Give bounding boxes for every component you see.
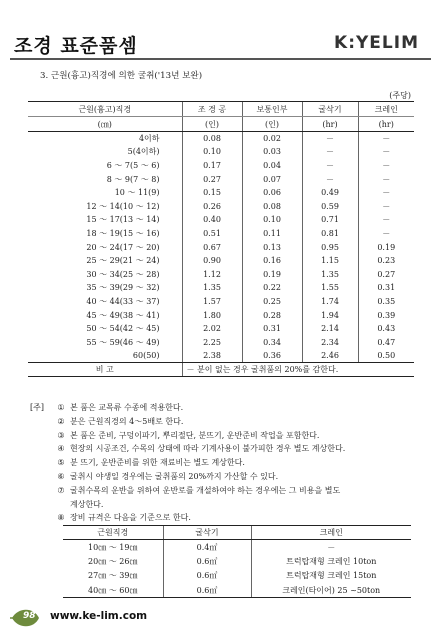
unit-label: (주당) — [389, 91, 411, 100]
note-marker: ③ — [57, 430, 65, 440]
table-cell: 55 ～ 59(46 ～ 49) — [86, 337, 160, 347]
table-cell: 12 ～ 14(10 ～ 12) — [86, 201, 160, 211]
page-header — [0, 0, 441, 56]
table-cell: 8 ～ 9(7 ～ 8) — [106, 174, 160, 184]
table-cell: 45 ～ 49(38 ～ 41) — [86, 310, 160, 320]
eq-header-crane: 크레인 — [251, 526, 411, 540]
remark-text: － 분이 없는 경우 굴취품의 20%를 감한다. — [182, 363, 414, 377]
table-cell: 0.90 — [182, 254, 242, 268]
table-cell: 5(4이하) — [127, 147, 160, 157]
col-unit-landscaper: (인) — [182, 117, 242, 132]
note-text: 굴취시 야생일 경우에는 굴취품의 20%까지 가산할 수 있다. — [70, 471, 279, 481]
col-unit-diameter: (㎝) — [28, 117, 182, 132]
table-cell: 1.94 — [302, 308, 358, 322]
table-cell: 0.31 — [242, 322, 302, 336]
table-cell: 1.57 — [182, 295, 242, 309]
table-row — [28, 172, 414, 186]
note-text: 장비 규격은 다음을 기준으로 한다. — [70, 513, 191, 523]
header-rule — [10, 58, 431, 60]
equipment-cell: － — [251, 540, 411, 555]
note-label — [30, 429, 52, 443]
table-cell: 0.28 — [242, 308, 302, 322]
note-label — [30, 511, 52, 525]
table-cell: － — [358, 132, 414, 146]
table-row — [28, 132, 414, 146]
table-cell: 40 ～ 44(33 ～ 37) — [86, 296, 160, 306]
table-cell: 0.23 — [358, 254, 414, 268]
table-header-row — [28, 102, 414, 117]
table-cell: 0.27 — [358, 267, 414, 281]
note-label — [30, 484, 52, 498]
table-cell: 0.35 — [358, 295, 414, 309]
table-cell: 0.25 — [242, 295, 302, 309]
equipment-header-row — [63, 526, 411, 540]
table-cell: － — [358, 145, 414, 159]
eq-header-diameter: 근원직경 — [63, 526, 163, 540]
table-cell: － — [358, 199, 414, 213]
note-marker: ① — [57, 403, 65, 412]
table-cell: 0.81 — [302, 227, 358, 241]
table-cell: 0.95 — [302, 240, 358, 254]
table-cell: － — [302, 159, 358, 173]
equipment-cell: 0.4㎥ — [163, 540, 251, 555]
table-cell: 0.11 — [242, 227, 302, 241]
table-cell: 0.43 — [358, 322, 414, 336]
table-cell: 2.14 — [302, 322, 358, 336]
table-row — [28, 295, 414, 309]
table-cell: 50 ～ 54(42 ～ 45) — [86, 324, 160, 334]
table-cell: 60(50) — [28, 349, 182, 363]
table-row — [28, 159, 414, 173]
note-text: 굴취수목의 운반을 위하여 운반로를 개설하여야 하는 경우에는 그 비용을 별도 — [70, 485, 341, 495]
table-cell: 0.36 — [242, 349, 302, 363]
note-item — [30, 484, 420, 498]
col-header-crane: 크레인 — [358, 102, 414, 117]
remark-label: 비 고 — [28, 363, 182, 377]
table-cell: 0.15 — [182, 186, 242, 200]
note-label — [30, 415, 52, 429]
note-label — [30, 470, 52, 484]
table-cell: 0.39 — [358, 308, 414, 322]
publisher-logo: K:YELIM — [334, 33, 419, 53]
table-cell: 1.80 — [182, 308, 242, 322]
table-row — [28, 213, 414, 227]
equipment-cell: 크레인(타이어) 25 ~50ton — [251, 583, 411, 598]
table-cell: － — [358, 172, 414, 186]
section-title: 3. 근원(흉고)직경에 의한 굴취('13년 보완) — [40, 71, 203, 81]
table-cell: 0.40 — [182, 213, 242, 227]
table-cell: 0.08 — [182, 132, 242, 146]
table-cell: 0.19 — [242, 267, 302, 281]
note-marker: ④ — [57, 444, 65, 454]
col-unit-crane: (hr) — [358, 117, 414, 132]
note-item — [30, 442, 420, 456]
table-cell: 1.55 — [302, 281, 358, 295]
col-header-diameter: 근원(흉고)직경 — [28, 102, 182, 117]
table-cell: 0.34 — [242, 335, 302, 349]
remark-row — [28, 363, 414, 377]
table-cell: 2.34 — [302, 335, 358, 349]
table-row — [28, 145, 414, 159]
table-cell: － — [358, 213, 414, 227]
note-marker: ⑥ — [57, 471, 65, 481]
table-row — [28, 186, 414, 200]
equipment-row — [63, 540, 411, 555]
col-header-excavator: 굴삭기 — [302, 102, 358, 117]
table-cell: 0.03 — [242, 145, 302, 159]
table-cell: 0.06 — [242, 186, 302, 200]
table-cell: － — [358, 186, 414, 200]
table-cell: － — [302, 145, 358, 159]
note-item — [30, 415, 420, 429]
table-cell: 0.02 — [242, 132, 302, 146]
book-title: 조경 표준품셈 — [14, 35, 138, 57]
table-cell: 10 ～ 11(9) — [114, 188, 160, 198]
note-item — [30, 456, 420, 470]
table-cell: 0.16 — [242, 254, 302, 268]
table-row — [28, 227, 414, 241]
note-item — [30, 429, 420, 443]
col-header-laborer: 보통인부 — [242, 102, 302, 117]
table-cell: 1.35 — [182, 281, 242, 295]
table-cell: 0.13 — [242, 240, 302, 254]
table-cell: 0.51 — [182, 227, 242, 241]
table-row — [28, 199, 414, 213]
note-text: 현장의 시공조건, 수목의 상태에 따라 기계사용이 불가피한 경우 별도 계상한다. — [70, 444, 346, 454]
table-cell: 35 ～ 39(29 ～ 32) — [86, 283, 160, 293]
table-cell: 0.04 — [242, 159, 302, 173]
table-cell: 0.10 — [182, 145, 242, 159]
table-cell: 0.47 — [358, 335, 414, 349]
note-label — [30, 456, 52, 470]
equipment-cell: 10㎝ ～ 19㎝ — [88, 542, 138, 552]
table-cell: － — [358, 159, 414, 173]
table-cell: 2.02 — [182, 322, 242, 336]
note-text: 분 뜨기, 운반준비를 위한 재료비는 별도 계상한다. — [70, 458, 245, 468]
table-cell: 1.35 — [302, 267, 358, 281]
table-cell: 25 ～ 29(21 ～ 24) — [86, 256, 160, 266]
col-header-landscaper: 조 경 공 — [182, 102, 242, 117]
equipment-cell: 20㎝ ～ 26㎝ — [88, 556, 138, 566]
table-cell: 0.49 — [302, 186, 358, 200]
table-row — [28, 240, 414, 254]
table-cell: 0.27 — [182, 172, 242, 186]
table-cell: 0.22 — [242, 281, 302, 295]
table-cell: 0.26 — [182, 199, 242, 213]
table-row — [28, 335, 414, 349]
table-cell: 18 ～ 19(15 ～ 16) — [86, 228, 160, 238]
note-text: 분은 근원직경의 4～5배로 한다. — [70, 416, 184, 426]
table-cell: 0.08 — [242, 199, 302, 213]
note-text: 본 품은 교목류 수종에 적용한다. — [70, 403, 184, 412]
equipment-cell: 40㎝ ～ 60㎝ — [63, 583, 163, 598]
col-unit-laborer: (인) — [242, 117, 302, 132]
note-item — [30, 511, 420, 525]
table-cell: 1.15 — [302, 254, 358, 268]
note-item — [30, 401, 420, 415]
table-cell: 0.71 — [302, 213, 358, 227]
equipment-cell: 0.6㎥ — [163, 569, 251, 584]
equipment-cell: 0.6㎥ — [163, 554, 251, 569]
table-row — [28, 322, 414, 336]
note-label — [30, 442, 52, 456]
eq-header-excavator: 굴삭기 — [163, 526, 251, 540]
table-cell: 0.10 — [242, 213, 302, 227]
table-cell: 0.17 — [182, 159, 242, 173]
notes-block — [30, 401, 420, 525]
table-cell: 1.12 — [182, 267, 242, 281]
equipment-cell: 트럭탑재형 크레인 10ton — [251, 554, 411, 569]
table-cell: 20 ～ 24(17 ～ 20) — [86, 242, 160, 252]
table-cell: 0.31 — [358, 281, 414, 295]
table-cell: 2.25 — [182, 335, 242, 349]
note-marker: ⑦ — [57, 485, 65, 495]
table-cell: 30 ～ 34(25 ～ 28) — [86, 269, 160, 279]
col-unit-excavator: (hr) — [302, 117, 358, 132]
table-cell: － — [358, 227, 414, 241]
table-cell: 4이하 — [138, 134, 160, 144]
equipment-spec-table — [63, 525, 411, 598]
equipment-row — [63, 554, 411, 569]
equipment-row — [63, 583, 411, 598]
note-marker: ⑤ — [57, 458, 65, 468]
table-cell: 0.50 — [358, 349, 414, 363]
table-row — [28, 349, 414, 363]
note-text: 본 품은 준비, 구덩이파기, 뿌리절단, 분뜨기, 운반준비 작업을 포함한다. — [70, 430, 320, 440]
table-cell: 15 ～ 17(13 ～ 14) — [86, 215, 160, 225]
page-footer — [0, 602, 441, 640]
note-text: 계상한다. — [70, 499, 104, 509]
table-cell: 0.19 — [358, 240, 414, 254]
table-cell: 2.38 — [182, 349, 242, 363]
equipment-row — [63, 569, 411, 584]
table-cell: － — [302, 172, 358, 186]
equipment-cell: 트럭탑재형 크레인 15ton — [251, 569, 411, 584]
table-cell: 1.74 — [302, 295, 358, 309]
table-cell: 0.59 — [302, 199, 358, 213]
equipment-cell: 27㎝ ～ 39㎝ — [88, 571, 138, 581]
table-cell: 2.46 — [302, 349, 358, 363]
table-row — [28, 254, 414, 268]
excavation-table — [28, 101, 414, 377]
table-unit-row — [28, 117, 414, 132]
note-item — [30, 470, 420, 484]
table-cell: 0.07 — [242, 172, 302, 186]
note-marker: ② — [57, 416, 65, 426]
table-cell: 0.67 — [182, 240, 242, 254]
website-url: www.ke-lim.com — [50, 610, 148, 622]
page-number: 98 — [23, 611, 36, 621]
note-label: [주] — [30, 403, 44, 412]
equipment-cell: 0.6㎥ — [163, 583, 251, 598]
table-row — [28, 281, 414, 295]
table-cell: － — [302, 132, 358, 146]
table-row — [28, 308, 414, 322]
table-cell: 6 ～ 7(5 ～ 6) — [106, 160, 160, 170]
note-item — [30, 498, 420, 512]
table-row — [28, 267, 414, 281]
note-marker: ⑧ — [57, 513, 65, 523]
